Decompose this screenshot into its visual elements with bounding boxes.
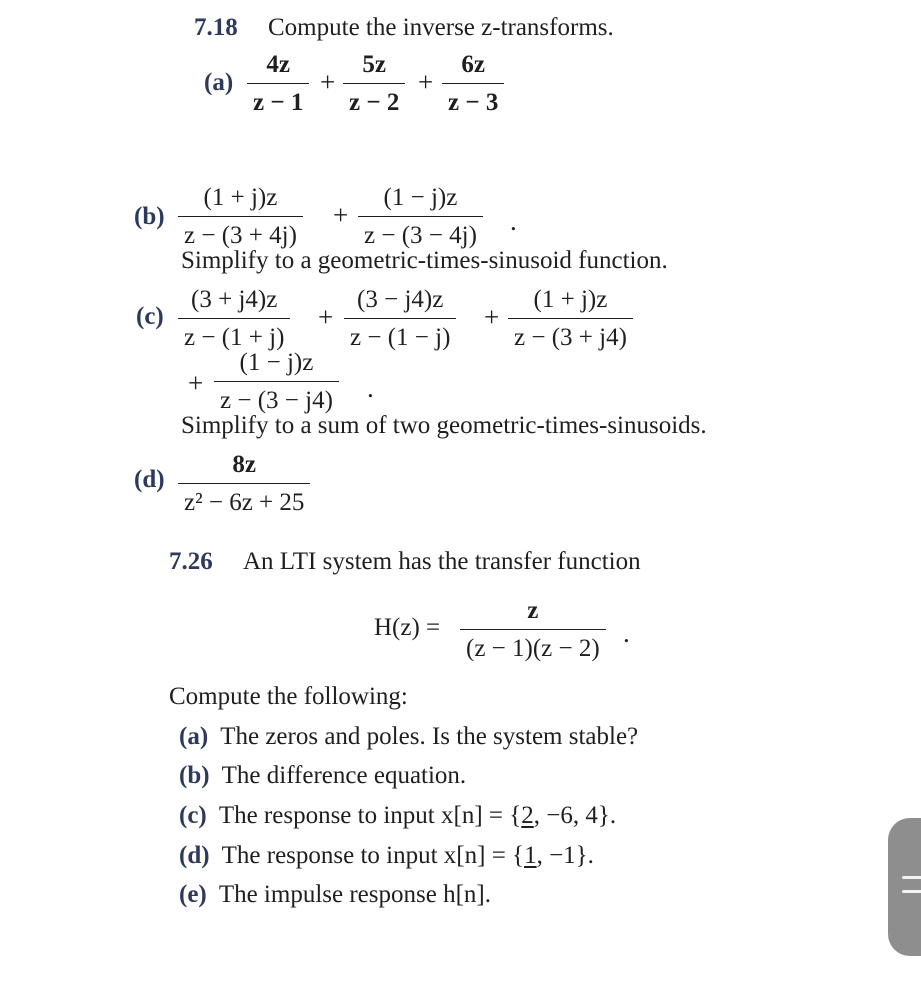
- part-c-frac-1: (3 + j4)z z − (1 + j): [178, 287, 290, 350]
- part-b-frac-2: (1 − j)z z − (3 − 4j): [358, 185, 483, 248]
- grip-icon: [902, 876, 921, 879]
- list-item: (e) The impulse response h[n].: [179, 881, 491, 908]
- transfer-function-frac: z (z − 1)(z − 2): [460, 598, 606, 661]
- list-item: (c) The response to input x[n] = {2, −6, 4}.: [179, 802, 617, 829]
- part-a-label: (a): [204, 69, 234, 96]
- problem-number-7-18: 7.18: [194, 14, 238, 41]
- part-a-frac-1: [247, 52, 309, 115]
- part-c-frac-4: (1 − j)z z − (3 − j4): [214, 350, 339, 413]
- problem-number-7-26: 7.26: [169, 548, 213, 575]
- part-c-frac-2: (3 − j4)z z − (1 − j): [344, 287, 456, 350]
- part-b-note: Simplify to a geometric-times-sinusoid function.: [181, 247, 668, 274]
- intro-text: Compute the following:: [169, 683, 408, 710]
- list-item: (d) The response to input x[n] = {1, −1}.: [179, 842, 594, 869]
- scroll-handle[interactable]: [888, 818, 921, 956]
- part-a-num-1: 4z: [266, 51, 290, 78]
- problem-title-7-26: An LTI system has the transfer function: [243, 548, 641, 575]
- part-c-label: (c): [136, 303, 164, 330]
- list-item: (a) The zeros and poles. Is the system stable?: [179, 723, 639, 750]
- part-c-note: Simplify to a sum of two geometric-times-sinusoids.: [181, 412, 707, 439]
- transfer-function-lhs: H(z) =: [374, 614, 441, 641]
- part-c-frac-3: (1 + j)z z − (3 + j4): [508, 287, 633, 350]
- part-b-frac-1: (1 + j)z z − (3 + 4j): [178, 185, 303, 248]
- part-a-frac-3: 6z z − 3: [442, 52, 504, 115]
- part-a-den-1: z − 1: [253, 89, 304, 116]
- part-d-label: (d): [134, 466, 165, 493]
- part-d-frac: 8z z² − 6z + 25: [178, 452, 310, 515]
- problem-title-7-18: Compute the inverse z-transforms.: [268, 14, 614, 41]
- part-a-frac-2: 5z z − 2: [343, 52, 405, 115]
- list-item: (b) The difference equation.: [179, 762, 467, 789]
- part-b-label: (b): [134, 203, 165, 230]
